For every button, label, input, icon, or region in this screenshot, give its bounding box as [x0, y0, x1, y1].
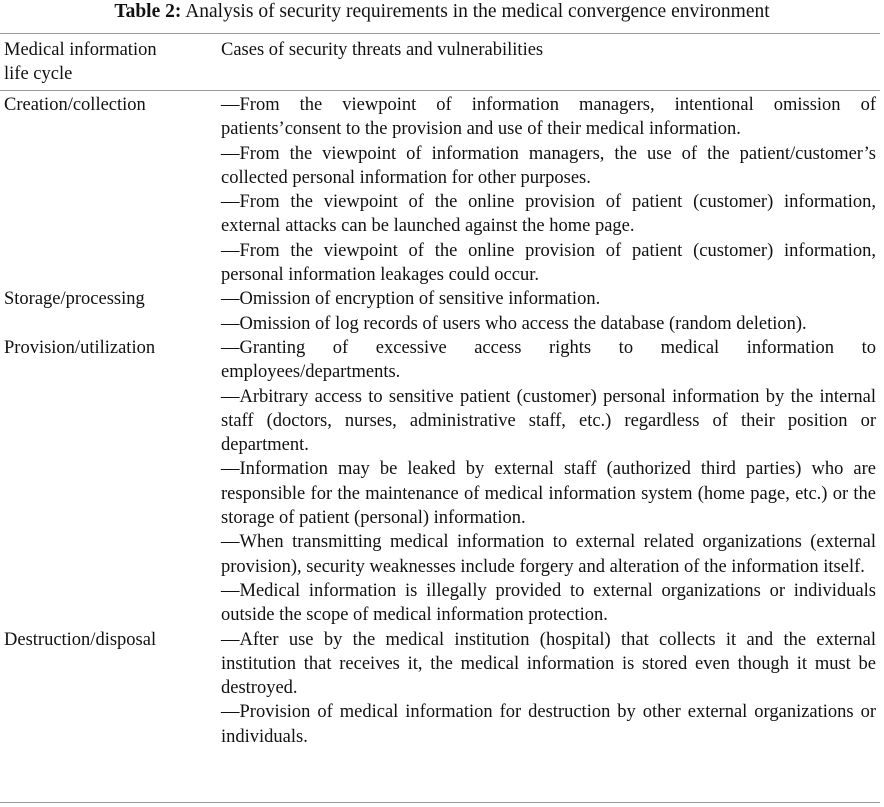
table-row — [0, 336, 884, 628]
case-item: —From the viewpoint of information managers, intentional omission of patients’consent to the provision and use of their medical information. — [221, 95, 876, 140]
header-threats: Cases of security threats and vulnerabilities — [221, 40, 544, 60]
header-life-cycle-line1: Medical information — [4, 40, 157, 60]
cases-storage-processing — [221, 287, 876, 336]
table-row — [0, 93, 884, 287]
case-item: —From the viewpoint of information managers, the use of the patient/customer’s collected personal information for other purposes. — [221, 143, 876, 188]
stage-destruction-disposal: Destruction/disposal — [4, 629, 157, 650]
case-item: —Omission of encryption of sensitive information. — [221, 289, 601, 310]
table-bottom-rule — [0, 802, 880, 803]
case-item: —Omission of log records of users who access the database (random deletion). — [221, 313, 807, 334]
stage-provision-utilization: Provision/utilization — [4, 337, 156, 358]
case-item: —Information may be leaked by external staff (authorized third parties) who are responsible for the maintenance of medical information system (home page, etc.) or the storage of patient (personal) information. — [221, 459, 876, 529]
stage-creation-collection: Creation/collection — [4, 95, 146, 115]
table-row — [0, 287, 884, 336]
cases-destruction-disposal — [221, 628, 876, 749]
case-item: —Medical information is illegally provided to external organizations or individuals outside the scope of medical information protection. — [221, 580, 876, 626]
table-row — [0, 628, 884, 749]
table-top-rule — [0, 33, 880, 34]
case-item: —From the viewpoint of the online provision of patient (customer) information, personal information leakages could occur. — [221, 240, 876, 286]
case-item: —From the viewpoint of the online provision of patient (customer) information, external attacks can be launched against the home page. — [221, 192, 876, 237]
header-life-cycle — [4, 38, 204, 86]
cases-provision-utilization — [221, 336, 876, 628]
cases-creation-collection — [221, 93, 876, 287]
table-caption — [0, 1, 884, 23]
case-item: —After use by the medical institution (hospital) that collects it and the external institution that receives it, the medical information is stored even though it must be destroyed. — [221, 629, 876, 699]
table-header-rule — [0, 90, 880, 91]
table-body — [0, 93, 884, 749]
case-item: —Arbitrary access to sensitive patient (customer) personal information by the internal staff (doctors, nurses, administrative staff, etc.) regardless of their position or department. — [221, 386, 876, 456]
case-item: —Granting of excessive access rights to medical information to employees/departments. — [221, 337, 876, 383]
case-item: —When transmitting medical information to external related organizations (external provision), security weaknesses include forgery and alteration of the information itself. — [221, 532, 876, 577]
table-caption-text: Analysis of security requirements in the medical convergence environment — [185, 1, 770, 22]
table-caption-label: Table 2: — [114, 1, 182, 22]
case-item: —Provision of medical information for destruction by other external organizations or individuals. — [221, 702, 876, 747]
stage-storage-processing: Storage/processing — [4, 289, 145, 310]
header-life-cycle-line2: life cycle — [4, 64, 73, 84]
